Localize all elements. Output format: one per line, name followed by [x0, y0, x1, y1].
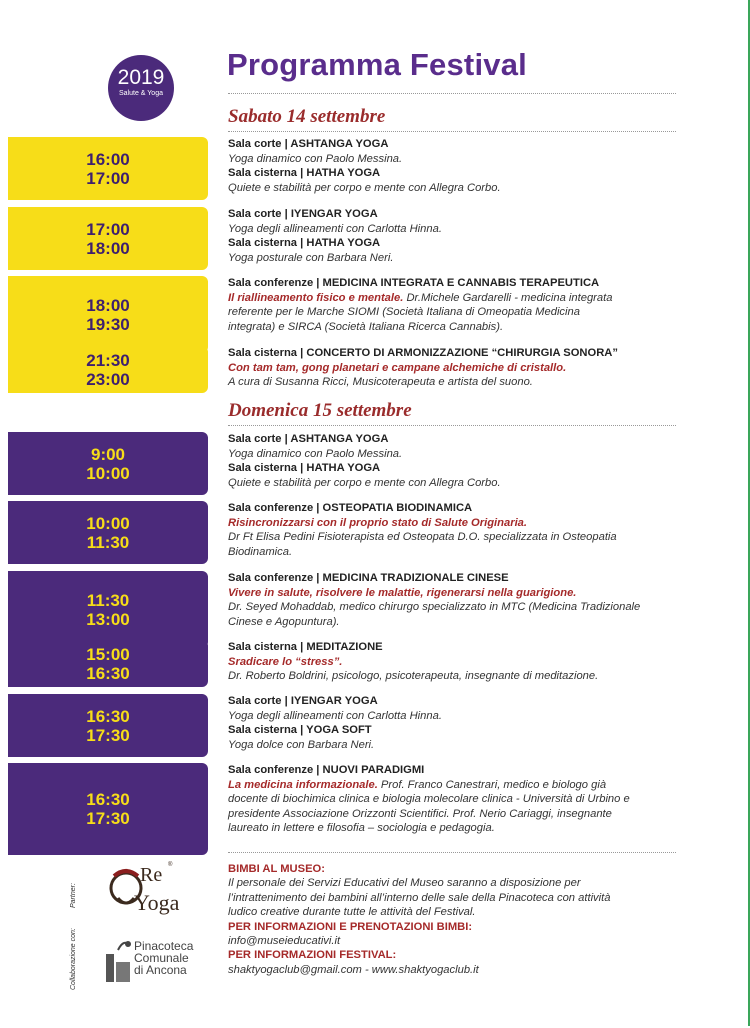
event-description: Quiete e stabilità per corpo e mente con Allegra Corbo. [228, 181, 501, 194]
event-room-title: Sala cisterna | HATHA YOGA [228, 462, 381, 475]
event-description: integrata) e SIRCA (Società Italiana Ricerca Cannabis). [228, 320, 504, 333]
time-start: 11:30 [86, 590, 130, 610]
kids-heading: BIMBI AL MUSEO: [228, 863, 325, 875]
event-description: Dr. Seyed Mohaddab, medico chirurgo specializzato in MTC (Medicina Tradizionale [228, 601, 641, 614]
time-end: 13:00 [86, 609, 130, 629]
day-divider [228, 425, 676, 426]
event-details [228, 137, 683, 195]
event-description: Dr. Roberto Boldrini, psicologo, psicoterapeuta, insegnante di meditazione. [228, 670, 599, 683]
day-heading-saturday: Sabato 14 settembre [228, 106, 386, 127]
event-room-title: Sala corte | IYENGAR YOGA [228, 695, 378, 707]
event-description: Yoga degli allineamenti con Carlotta Hinna. [228, 222, 442, 235]
time-end: 19:30 [86, 314, 130, 334]
year-badge [108, 55, 174, 121]
reyoga-logo-mark-symbol: ® [168, 862, 173, 868]
event-room-title: Sala conferenze | MEDICINA TRADIZIONALE CINESE [228, 572, 509, 584]
event-description: Yoga dolce con Barbara Neri. [228, 738, 375, 751]
partner-label: Partner: [70, 883, 77, 908]
time-end: 16:30 [86, 663, 130, 683]
time-end: 18:00 [86, 238, 130, 258]
kids-info-heading: PER INFORMAZIONI E PRENOTAZIONI BIMBI: [228, 920, 473, 933]
pinacoteca-line1: Pinacoteca [134, 939, 194, 953]
day-heading-sunday: Domenica 15 settembre [228, 400, 412, 421]
event-description: Yoga dinamico con Paolo Messina. [228, 152, 403, 165]
time-start: 15:00 [86, 644, 130, 664]
time-slot [8, 694, 208, 757]
event-room-title: Sala corte | ASHTANGA YOGA [228, 138, 389, 150]
event-room-title: Sala cisterna | HATHA YOGA [228, 237, 381, 250]
kids-text-3: ludico creative durante tutte le attività del Festival. [228, 906, 476, 919]
time-end: 23:00 [86, 369, 130, 389]
time-start: 16:30 [86, 706, 130, 726]
event-line [228, 291, 683, 306]
pinacoteca-logo-mark [104, 936, 134, 986]
time-end: 17:30 [86, 809, 130, 828]
time-slot [8, 137, 208, 200]
event-description: docente di biochimica clinica e biologia molecolare clinica - Università di Urbino e [228, 793, 630, 806]
event-subtitle: La medicina informazionale. [228, 778, 378, 791]
event-description: Dr Ft Elisa Pedini Fisioterapista ed Osteopata D.O. specializzata in Osteopatia [228, 531, 617, 544]
event-details [228, 694, 683, 752]
time-start: 9:00 [90, 444, 126, 464]
event-description: A cura di Susanna Ricci, Musicoterapeuta e artista del suono. [228, 376, 533, 389]
event-description: Dr.Michele Gardarelli - medicina integrata [403, 291, 613, 304]
day-divider [228, 131, 676, 132]
event-details [228, 501, 683, 559]
time-start: 16:00 [86, 149, 130, 169]
pinacoteca-line3: di Ancona [134, 963, 187, 977]
event-room-title: Sala conferenze | MEDICINA INTEGRATA E CANNABIS TERAPEUTICA [228, 277, 600, 289]
reyoga-logo [104, 858, 184, 928]
event-description: Prof. Franco Canestrari, medico e biologo già [377, 778, 607, 791]
event-details [228, 207, 683, 265]
badge-year: 2019 [117, 66, 165, 89]
time-slot [8, 501, 208, 564]
time-slot [8, 346, 208, 393]
kids-text-2: l’intrattenimento dei bambini all’interno delle sale della Pinacoteca con attività [228, 891, 611, 904]
time-start: 16:30 [86, 790, 130, 809]
event-details [228, 276, 683, 334]
event-description: Yoga degli allineamenti con Carlotta Hinna. [228, 709, 442, 722]
title-divider [228, 93, 676, 94]
time-start: 17:00 [86, 219, 130, 239]
event-subtitle: Con tam tam, gong planetari e campane alchemiche di cristallo. [228, 361, 567, 374]
page-title: Programma Festival [227, 47, 527, 82]
event-description: Yoga dinamico con Paolo Messina. [228, 447, 403, 460]
reyoga-logo-line2: Yoga [134, 890, 180, 915]
time-slot [8, 276, 208, 353]
event-room-title: Sala conferenze | OSTEOPATIA BIODINAMICA [228, 502, 473, 514]
time-start: 21:30 [86, 350, 130, 370]
festival-contact-link[interactable]: shaktyogaclub@gmail.com - www.shaktyogaclub.it [228, 963, 479, 976]
event-room-title: Sala corte | IYENGAR YOGA [228, 208, 378, 220]
pinacoteca-line2: Comunale [134, 951, 189, 965]
badge-subtitle: Salute & Yoga [119, 90, 163, 97]
time-end: 11:30 [86, 532, 130, 552]
footer-divider [228, 852, 676, 853]
event-room-title: Sala cisterna | HATHA YOGA [228, 167, 381, 180]
time-slot [8, 207, 208, 270]
time-start: 18:00 [86, 295, 130, 315]
festival-info-heading: PER INFORMAZIONI FESTIVAL: [228, 949, 397, 962]
event-details [228, 571, 683, 629]
reyoga-logo-line1: Re [140, 864, 163, 886]
event-details [228, 346, 683, 390]
event-description: Cinese e Agopuntura). [228, 615, 340, 628]
event-description: laureato in lettere e filosofia – sociologia e pedagogia. [228, 822, 495, 835]
event-details [228, 432, 683, 490]
footer-info [228, 862, 688, 977]
event-details [228, 640, 683, 684]
collab-label: Collaborazione con: [70, 928, 77, 990]
event-subtitle: Risincronizzarsi con il proprio stato di Salute Originaria. [228, 516, 528, 529]
event-description: Biodinamica. [228, 545, 293, 558]
event-description: Yoga posturale con Barbara Neri. [228, 251, 394, 264]
time-end: 10:00 [86, 463, 130, 483]
event-description: Quiete e stabilità per corpo e mente con Allegra Corbo. [228, 476, 501, 489]
event-subtitle: Vivere in salute, risolvere le malattie, rigenerarsi nella guarigione. [228, 586, 577, 599]
pinacoteca-logo [100, 928, 194, 990]
event-room-title: Sala cisterna | MEDITAZIONE [228, 641, 383, 653]
event-line [228, 778, 683, 793]
time-end: 17:30 [86, 725, 130, 745]
event-room-title: Sala conferenze | NUOVI PARADIGMI [228, 764, 425, 776]
kids-text-1: Il personale dei Servizi Educativi del Museo saranno a disposizione per [228, 877, 581, 890]
time-slot [8, 571, 208, 648]
event-subtitle: Il riallineamento fisico e mentale. [228, 291, 404, 304]
event-description: referente per le Marche SIOMI (Società Italiana di Omeopatia Medicina [228, 306, 580, 319]
time-end: 17:00 [86, 168, 130, 188]
event-room-title: Sala cisterna | YOGA SOFT [228, 724, 372, 737]
time-slot [8, 432, 208, 495]
kids-email-link[interactable]: info@museieducativi.it [228, 935, 341, 948]
event-details [228, 763, 683, 836]
time-start: 10:00 [86, 513, 130, 533]
event-description: presidente Associazione Orizzonti Scientifici. Prof. Nerio Cariaggi, insegnante [228, 807, 612, 820]
event-subtitle: Sradicare lo “stress”. [228, 655, 343, 668]
time-slot [8, 640, 208, 687]
time-slot [8, 763, 208, 855]
event-room-title: Sala corte | ASHTANGA YOGA [228, 433, 389, 445]
event-room-title: Sala cisterna | CONCERTO DI ARMONIZZAZIONE “CHIRURGIA SONORA” [228, 347, 618, 359]
